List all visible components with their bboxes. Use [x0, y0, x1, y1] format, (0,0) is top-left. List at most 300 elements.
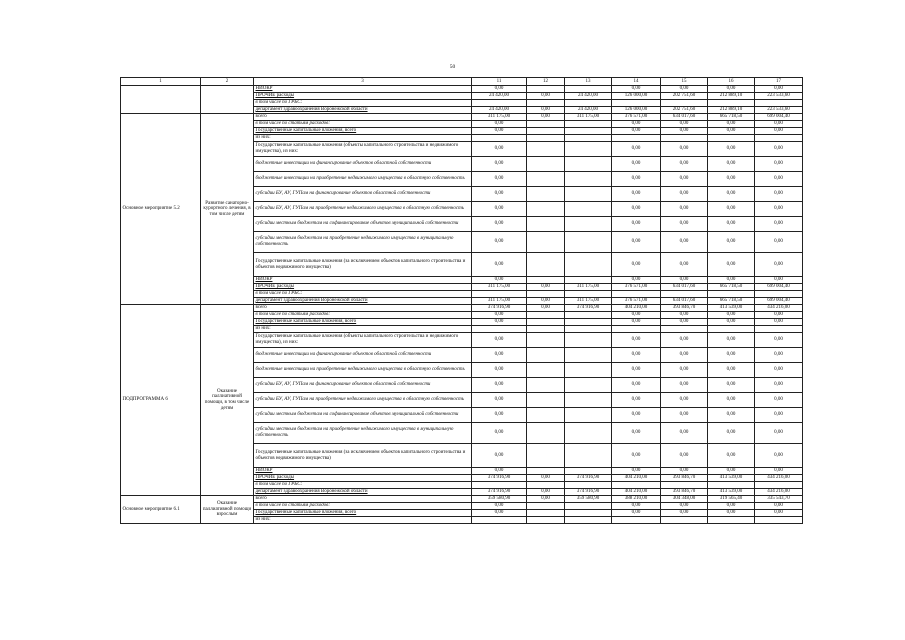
- table-row: [121, 305, 803, 312]
- row-label: в том числе по статьям расходов:: [254, 503, 472, 510]
- value-cell: 0,00: [755, 172, 803, 187]
- value-cell: [755, 326, 803, 333]
- value-cell: 0,00: [661, 157, 708, 172]
- value-cell: 376 571,00: [612, 114, 661, 121]
- value-cell: 0,00: [612, 393, 661, 408]
- value-cell: [565, 277, 612, 284]
- value-cell: 0,00: [612, 333, 661, 348]
- value-cell: 0,00: [472, 128, 527, 135]
- value-cell: 212 889,10: [708, 93, 755, 100]
- value-cell: 376 571,00: [612, 284, 661, 291]
- value-cell: 0,00: [661, 319, 708, 326]
- row-label: бюджетные инвестиции на приобретение недвижимого имущества в областную собственность: [254, 172, 472, 187]
- value-cell: 0,00: [472, 202, 527, 217]
- value-cell: [565, 517, 612, 524]
- value-cell: 699 004,40: [755, 298, 803, 305]
- value-cell: 0,00: [612, 423, 661, 444]
- value-cell: [527, 503, 565, 510]
- col-header-11: 11: [472, 78, 527, 86]
- value-cell: 0,00: [472, 348, 527, 363]
- value-cell: 434 216,00: [755, 475, 803, 482]
- value-cell: 0,00: [661, 503, 708, 510]
- value-cell: 0,00: [755, 277, 803, 284]
- value-cell: 434 216,00: [755, 305, 803, 312]
- value-cell: 0,00: [472, 444, 527, 468]
- value-cell: 374 916,90: [565, 489, 612, 496]
- row-label: Государственные капитальные вложения (объекты капитального строительства и недвижимого имущества), из них:: [254, 142, 472, 157]
- value-cell: 0,00: [472, 423, 527, 444]
- program-code-cell: Основное мероприятие 5.2: [121, 114, 201, 305]
- value-cell: 0,00: [472, 232, 527, 253]
- value-cell: 0,00: [708, 157, 755, 172]
- value-cell: [472, 291, 527, 298]
- value-cell: [527, 326, 565, 333]
- value-cell: 0,00: [708, 319, 755, 326]
- value-cell: 634 017,60: [661, 298, 708, 305]
- value-cell: [565, 172, 612, 187]
- value-cell: [565, 333, 612, 348]
- value-cell: [612, 291, 661, 298]
- page-number: 50: [449, 64, 456, 70]
- value-cell: [472, 326, 527, 333]
- value-cell: [527, 378, 565, 393]
- col-header-3: 3: [254, 78, 472, 86]
- value-cell: [527, 291, 565, 298]
- program-name-cell: Развитие санаторно-курортного лечения, в том числе детям: [201, 114, 254, 305]
- value-cell: [527, 312, 565, 319]
- value-cell: 0,00: [612, 187, 661, 202]
- value-cell: 0,00: [472, 503, 527, 510]
- row-label: Государственные капитальные вложения (за исключением объектов капитального строительства и объектов недвижимого имущества): [254, 253, 472, 277]
- value-cell: 0,00: [755, 232, 803, 253]
- value-cell: [755, 291, 803, 298]
- value-cell: [527, 187, 565, 202]
- value-cell: 0,00: [612, 86, 661, 93]
- row-label: НИОКР: [254, 468, 472, 475]
- value-cell: 374 916,90: [565, 305, 612, 312]
- row-label: субсидии БУ, АУ, ГУПам на приобретение недвижимого имущества в областную собственность: [254, 202, 472, 217]
- value-cell: 311 175,00: [565, 114, 612, 121]
- value-cell: [565, 291, 612, 298]
- row-label: субсидии БУ, АУ, ГУПам на финансирование объектов областной собственности: [254, 187, 472, 202]
- row-label: Государственные капитальные вложения (объекты капитального строительства и недвижимого имущества), из них:: [254, 333, 472, 348]
- value-cell: 0,00: [708, 348, 755, 363]
- value-cell: 0,00: [708, 333, 755, 348]
- value-cell: 374 916,90: [565, 475, 612, 482]
- value-cell: 0,00: [661, 423, 708, 444]
- value-cell: 0,00: [661, 510, 708, 517]
- value-cell: 0,00: [755, 312, 803, 319]
- value-cell: 699 004,40: [755, 284, 803, 291]
- value-cell: 665 718,50: [708, 298, 755, 305]
- value-cell: 0,00: [661, 202, 708, 217]
- value-cell: 0,00: [612, 468, 661, 475]
- value-cell: 0,00: [755, 333, 803, 348]
- value-cell: [755, 482, 803, 489]
- value-cell: 0,00: [612, 202, 661, 217]
- value-cell: 0,00: [612, 128, 661, 135]
- col-header-2: 2: [201, 78, 254, 86]
- value-cell: 0,00: [755, 378, 803, 393]
- value-cell: 0,00: [612, 378, 661, 393]
- value-cell: [565, 187, 612, 202]
- value-cell: 223 533,60: [755, 93, 803, 100]
- value-cell: 0,00: [661, 128, 708, 135]
- row-label: субсидии местным бюджетам на софинансирование объектов муниципальной собственности: [254, 408, 472, 423]
- row-label: Государственные капитальные вложения (за исключением объектов капитального строительства и объектов недвижимого имущества): [254, 444, 472, 468]
- value-cell: 0,00: [708, 444, 755, 468]
- value-cell: 0,00: [661, 348, 708, 363]
- program-code-cell: ПОДПРОГРАММА 6: [121, 305, 201, 496]
- value-cell: 0,00: [527, 107, 565, 114]
- value-cell: 0,00: [612, 277, 661, 284]
- program-name-cell: Оказание паллиативной помощи, в том числе детям: [201, 305, 254, 496]
- row-label: департамент здравоохранения Воронежской области: [254, 298, 472, 305]
- value-cell: 0,00: [612, 253, 661, 277]
- value-cell: [612, 100, 661, 107]
- value-cell: [527, 217, 565, 232]
- value-cell: [708, 326, 755, 333]
- value-cell: 374 916,90: [472, 305, 527, 312]
- col-header-14: 14: [612, 78, 661, 86]
- value-cell: [527, 86, 565, 93]
- row-label: бюджетные инвестиции на приобретение недвижимого имущества в областную собственность: [254, 363, 472, 378]
- value-cell: 0,00: [612, 363, 661, 378]
- value-cell: 404 210,00: [612, 489, 661, 496]
- value-cell: 0,00: [661, 172, 708, 187]
- value-cell: [565, 408, 612, 423]
- value-cell: [472, 482, 527, 489]
- row-label: субсидии БУ, АУ, ГУПам на финансирование объектов областной собственности: [254, 378, 472, 393]
- value-cell: 0,00: [661, 444, 708, 468]
- value-cell: 0,00: [472, 121, 527, 128]
- value-cell: 0,00: [708, 312, 755, 319]
- value-cell: 0,00: [472, 142, 527, 157]
- value-cell: [527, 444, 565, 468]
- value-cell: 0,00: [472, 363, 527, 378]
- row-label: Государственные капитальные вложения, всего: [254, 128, 472, 135]
- value-cell: 0,00: [755, 319, 803, 326]
- value-cell: 0,00: [708, 202, 755, 217]
- value-cell: 0,00: [755, 348, 803, 363]
- value-cell: 0,00: [527, 475, 565, 482]
- value-cell: 699 004,40: [755, 114, 803, 121]
- value-cell: 0,00: [755, 202, 803, 217]
- value-cell: 0,00: [612, 503, 661, 510]
- row-label: субсидии местным бюджетам на приобретение недвижимого имущества в муниципальную собственность: [254, 423, 472, 444]
- program-code-cell: Основное мероприятие 6.1: [121, 496, 201, 524]
- value-cell: 0,00: [472, 86, 527, 93]
- value-cell: 0,00: [527, 489, 565, 496]
- value-cell: 0,00: [755, 142, 803, 157]
- value-cell: 0,00: [612, 121, 661, 128]
- value-cell: 359 580,90: [565, 496, 612, 503]
- value-cell: 0,00: [612, 232, 661, 253]
- col-header-1: 1: [121, 78, 201, 86]
- row-label: из них:: [254, 135, 472, 142]
- header-row: [121, 78, 803, 86]
- value-cell: [708, 100, 755, 107]
- row-label: субсидии местным бюджетам на софинансирование объектов муниципальной собственности: [254, 217, 472, 232]
- value-cell: 0,00: [708, 378, 755, 393]
- col-header-12: 12: [527, 78, 565, 86]
- value-cell: [612, 482, 661, 489]
- value-cell: [527, 121, 565, 128]
- value-cell: [565, 135, 612, 142]
- value-cell: 0,00: [527, 298, 565, 305]
- value-cell: 24 420,00: [565, 93, 612, 100]
- table-body: [121, 78, 803, 524]
- value-cell: [565, 423, 612, 444]
- value-cell: [661, 135, 708, 142]
- value-cell: [612, 517, 661, 524]
- value-cell: 0,00: [472, 378, 527, 393]
- value-cell: 0,00: [708, 121, 755, 128]
- value-cell: 0,00: [661, 363, 708, 378]
- table-row: [121, 114, 803, 121]
- value-cell: [755, 517, 803, 524]
- value-cell: 0,00: [472, 510, 527, 517]
- value-cell: 0,00: [661, 121, 708, 128]
- value-cell: 0,00: [708, 408, 755, 423]
- value-cell: 0,00: [472, 172, 527, 187]
- value-cell: 0,00: [708, 86, 755, 93]
- value-cell: 0,00: [472, 253, 527, 277]
- value-cell: 634 017,60: [661, 284, 708, 291]
- value-cell: 374 916,90: [472, 489, 527, 496]
- value-cell: 359 580,90: [472, 496, 527, 503]
- value-cell: [527, 348, 565, 363]
- value-cell: 311 175,00: [472, 114, 527, 121]
- value-cell: [527, 253, 565, 277]
- value-cell: [527, 319, 565, 326]
- col-header-15: 15: [661, 78, 708, 86]
- value-cell: 24 420,00: [472, 93, 527, 100]
- value-cell: 0,00: [661, 187, 708, 202]
- value-cell: 413 539,00: [708, 475, 755, 482]
- value-cell: [527, 142, 565, 157]
- value-cell: [527, 128, 565, 135]
- value-cell: [472, 517, 527, 524]
- value-cell: 0,00: [755, 468, 803, 475]
- value-cell: 0,00: [755, 157, 803, 172]
- value-cell: [565, 121, 612, 128]
- value-cell: 202 751,60: [661, 93, 708, 100]
- row-label: Государственные капитальные вложения, всего: [254, 319, 472, 326]
- value-cell: 0,00: [755, 128, 803, 135]
- value-cell: 0,00: [661, 142, 708, 157]
- value-cell: [527, 517, 565, 524]
- value-cell: [565, 232, 612, 253]
- value-cell: [565, 348, 612, 363]
- program-name-cell: [201, 86, 254, 114]
- value-cell: 0,00: [755, 253, 803, 277]
- value-cell: [472, 135, 527, 142]
- row-label: бюджетные инвестиции на финансирование объектов областной собственности: [254, 348, 472, 363]
- row-label: ПРОЧИЕ расходы: [254, 284, 472, 291]
- value-cell: [565, 217, 612, 232]
- value-cell: [661, 326, 708, 333]
- value-cell: [527, 232, 565, 253]
- value-cell: 0,00: [472, 468, 527, 475]
- value-cell: 0,00: [472, 217, 527, 232]
- row-label: из них:: [254, 517, 472, 524]
- value-cell: 434 216,00: [755, 489, 803, 496]
- value-cell: [565, 468, 612, 475]
- value-cell: [755, 135, 803, 142]
- row-label: в том числе по ГРБС:: [254, 482, 472, 489]
- row-label: в том числе по статьям расходов:: [254, 121, 472, 128]
- value-cell: 0,00: [527, 496, 565, 503]
- value-cell: [565, 253, 612, 277]
- value-cell: [565, 100, 612, 107]
- value-cell: 0,00: [612, 444, 661, 468]
- value-cell: 0,00: [755, 393, 803, 408]
- value-cell: 376 571,00: [612, 298, 661, 305]
- value-cell: 0,00: [708, 510, 755, 517]
- value-cell: 0,00: [708, 232, 755, 253]
- value-cell: 0,00: [527, 284, 565, 291]
- row-label: всего: [254, 305, 472, 312]
- value-cell: [565, 157, 612, 172]
- value-cell: 0,00: [612, 172, 661, 187]
- value-cell: 0,00: [612, 312, 661, 319]
- value-cell: 311 175,00: [472, 298, 527, 305]
- value-cell: 0,00: [708, 393, 755, 408]
- value-cell: 0,00: [755, 217, 803, 232]
- row-label: ПРОЧИЕ расходы: [254, 93, 472, 100]
- value-cell: [708, 517, 755, 524]
- value-cell: 0,00: [708, 503, 755, 510]
- value-cell: 0,00: [661, 378, 708, 393]
- row-label: всего: [254, 114, 472, 121]
- value-cell: [565, 510, 612, 517]
- value-cell: 0,00: [755, 444, 803, 468]
- program-name-cell: Оказание паллиативной помощи взрослым: [201, 496, 254, 524]
- value-cell: 634 017,60: [661, 114, 708, 121]
- value-cell: 374 916,90: [472, 475, 527, 482]
- table-row: [121, 86, 803, 93]
- value-cell: 126 000,00: [612, 93, 661, 100]
- value-cell: [527, 510, 565, 517]
- budget-table: [120, 77, 803, 524]
- value-cell: 212 889,10: [708, 107, 755, 114]
- value-cell: 0,00: [472, 157, 527, 172]
- value-cell: [661, 291, 708, 298]
- value-cell: 202 751,60: [661, 107, 708, 114]
- row-label: в том числе по статьям расходов:: [254, 312, 472, 319]
- value-cell: [527, 135, 565, 142]
- row-label: из них:: [254, 326, 472, 333]
- value-cell: 0,00: [661, 408, 708, 423]
- value-cell: 0,00: [755, 86, 803, 93]
- value-cell: [565, 482, 612, 489]
- value-cell: 0,00: [661, 333, 708, 348]
- value-cell: 0,00: [755, 363, 803, 378]
- value-cell: [708, 482, 755, 489]
- value-cell: 0,00: [708, 277, 755, 284]
- value-cell: [565, 142, 612, 157]
- value-cell: 0,00: [755, 408, 803, 423]
- value-cell: [527, 363, 565, 378]
- value-cell: 0,00: [472, 393, 527, 408]
- value-cell: 0,00: [708, 172, 755, 187]
- row-label: департамент здравоохранения Воронежской области: [254, 489, 472, 496]
- value-cell: [527, 423, 565, 444]
- value-cell: 0,00: [708, 187, 755, 202]
- value-cell: 319 565,40: [708, 496, 755, 503]
- value-cell: 404 210,00: [612, 475, 661, 482]
- value-cell: 335 543,70: [755, 496, 803, 503]
- row-label: департамент здравоохранения Воронежской области: [254, 107, 472, 114]
- value-cell: [565, 202, 612, 217]
- value-cell: [527, 202, 565, 217]
- table-row: [121, 496, 803, 503]
- value-cell: 413 539,00: [708, 489, 755, 496]
- row-label: бюджетные инвестиции на финансирование объектов областной собственности: [254, 157, 472, 172]
- row-label: субсидии местным бюджетам на приобретение недвижимого имущества в муниципальную собственность: [254, 232, 472, 253]
- value-cell: [527, 100, 565, 107]
- value-cell: 126 000,00: [612, 107, 661, 114]
- value-cell: 0,00: [708, 363, 755, 378]
- value-cell: [565, 503, 612, 510]
- value-cell: [527, 408, 565, 423]
- value-cell: 0,00: [612, 510, 661, 517]
- row-label: субсидии БУ, АУ, ГУПам на приобретение недвижимого имущества в областную собственность: [254, 393, 472, 408]
- col-header-16: 16: [708, 78, 755, 86]
- value-cell: 0,00: [472, 319, 527, 326]
- row-label: НИОКР: [254, 86, 472, 93]
- value-cell: 24 420,00: [565, 107, 612, 114]
- program-code-cell: [121, 86, 201, 114]
- row-label: Государственные капитальные вложения, всего: [254, 510, 472, 517]
- row-label: в том числе по ГРБС:: [254, 100, 472, 107]
- value-cell: 0,00: [661, 312, 708, 319]
- row-label: НИОКР: [254, 277, 472, 284]
- value-cell: 0,00: [527, 114, 565, 121]
- row-label: всего: [254, 496, 472, 503]
- value-cell: 311 175,00: [472, 284, 527, 291]
- value-cell: [527, 482, 565, 489]
- value-cell: 0,00: [612, 348, 661, 363]
- value-cell: 0,00: [527, 305, 565, 312]
- value-cell: [708, 135, 755, 142]
- value-cell: 665 718,50: [708, 284, 755, 291]
- value-cell: 404 210,00: [612, 305, 661, 312]
- value-cell: 24 420,00: [472, 107, 527, 114]
- col-header-17: 17: [755, 78, 803, 86]
- value-cell: [565, 86, 612, 93]
- value-cell: [755, 100, 803, 107]
- value-cell: 0,00: [755, 503, 803, 510]
- value-cell: [527, 393, 565, 408]
- value-cell: 665 718,50: [708, 114, 755, 121]
- value-cell: 0,00: [612, 157, 661, 172]
- value-cell: 393 846,70: [661, 475, 708, 482]
- value-cell: 0,00: [661, 253, 708, 277]
- col-header-13: 13: [565, 78, 612, 86]
- value-cell: [565, 378, 612, 393]
- value-cell: 0,00: [755, 510, 803, 517]
- value-cell: 0,00: [472, 408, 527, 423]
- value-cell: [472, 100, 527, 107]
- value-cell: [565, 393, 612, 408]
- value-cell: 393 846,70: [661, 489, 708, 496]
- value-cell: 0,00: [755, 121, 803, 128]
- value-cell: 0,00: [472, 312, 527, 319]
- row-label: в том числе по ГРБС:: [254, 291, 472, 298]
- value-cell: [565, 444, 612, 468]
